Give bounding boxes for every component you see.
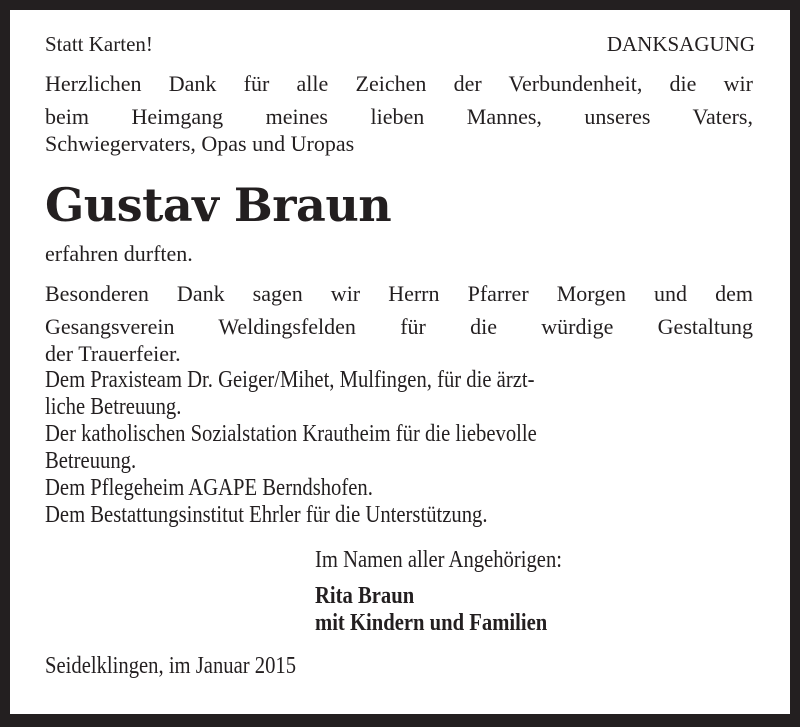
place-date: Seidelklingen, im Januar 2015 (45, 653, 297, 679)
thanks-line-6: Der katholischen Sozialstation Krautheim für die liebevolle (45, 421, 537, 447)
thanks-line-3: der Trauerfeier. (45, 341, 181, 366)
obituary-notice (10, 10, 790, 714)
intro-line-1: Herzlichen Dank für alle Zeichen der Verbundenheit, die wir (45, 71, 753, 96)
signature-family: mit Kindern und Familien (315, 610, 548, 636)
deceased-name: Gustav Braun (45, 178, 392, 232)
after-name-text: erfahren durften. (45, 241, 193, 266)
intro-line-3: Schwiegervaters, Opas und Uropas (45, 131, 355, 156)
signature-intro: Im Namen aller Angehörigen: (315, 547, 563, 573)
thanks-line-1: Besonderen Dank sagen wir Herrn Pfarrer Morgen und dem (45, 281, 753, 306)
header-left: Statt Karten! (45, 32, 153, 56)
thanks-line-5: liche Betreuung. (45, 394, 182, 420)
header-title: DANKSAGUNG (606, 32, 755, 56)
thanks-line-4: Dem Praxisteam Dr. Geiger/Mihet, Mulfingen, für die ärzt- (45, 367, 535, 393)
intro-line-2: beim Heimgang meines lieben Mannes, unseres Vaters, (45, 104, 753, 129)
thanks-line-9: Dem Bestattungsinstitut Ehrler für die Unterstützung. (45, 502, 488, 528)
thanks-line-7: Betreuung. (45, 448, 137, 474)
signature-name: Rita Braun (315, 583, 415, 609)
thanks-line-2: Gesangsverein Weldingsfelden für die würdige Gestaltung (45, 314, 753, 339)
thanks-line-8: Dem Pflegeheim AGAPE Berndshofen. (45, 475, 373, 501)
